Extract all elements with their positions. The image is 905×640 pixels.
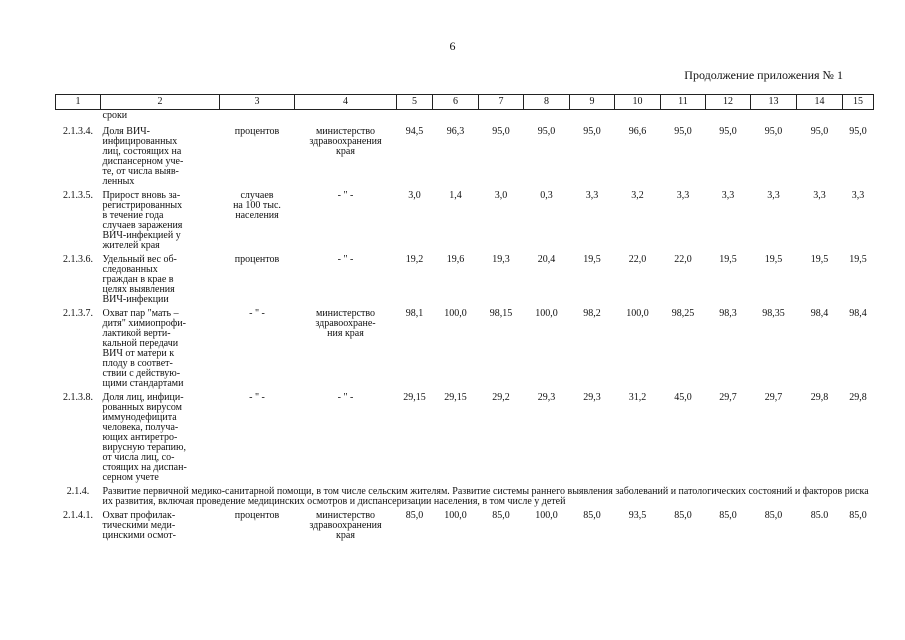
cell-line: на 100 тыс. — [233, 200, 281, 211]
value-cell: 98,15 — [489, 308, 513, 319]
indicator-code: 2.1.3.8. — [63, 392, 93, 403]
cell-line: министерство — [315, 510, 376, 521]
cell-line: иммунодефицита — [102, 412, 177, 423]
cell-line: - " - — [249, 308, 265, 319]
column-number: 7 — [479, 95, 524, 110]
unit-of-measure — [220, 309, 295, 393]
cell-line: ствии с действую- — [102, 368, 181, 379]
carryover-text: сроки — [102, 110, 128, 121]
section-code: 2.1.4. — [66, 486, 90, 497]
value-cell: 96,3 — [446, 126, 465, 137]
cell-line: лиц, состоящих на — [102, 146, 182, 157]
value-cell: 3,3 — [585, 190, 599, 201]
value-cell: 19,5 — [583, 254, 601, 265]
indicator-name — [101, 123, 220, 191]
cell-line: кальной передачи — [102, 338, 179, 349]
responsible-body — [295, 255, 397, 309]
value-cell: 100,0 — [444, 510, 467, 521]
value-cell: 19,3 — [492, 254, 510, 265]
value-cell: 29,3 — [583, 392, 601, 403]
value-cell: 94,5 — [405, 126, 424, 137]
column-number: 8 — [524, 95, 570, 110]
responsible-body — [295, 309, 397, 393]
value-cell: 3,3 — [721, 190, 735, 201]
value-cell: 22,0 — [628, 254, 647, 265]
section-row — [56, 487, 874, 511]
value-cell: 95,0 — [492, 126, 510, 137]
value-cell: 85,0 — [719, 510, 737, 521]
value-cell: 19,5 — [810, 254, 829, 265]
value-cell: 98,4 — [849, 308, 867, 319]
cell-line: диспансерном уче- — [102, 156, 184, 167]
cell-line: от числа лиц, со- — [102, 452, 175, 463]
column-number: 13 — [751, 95, 797, 110]
value-cell: 1,4 — [449, 190, 462, 201]
responsible-body — [295, 123, 397, 191]
table-row — [56, 110, 874, 124]
value-cell: 98,3 — [719, 308, 737, 319]
cell-line: - " - — [249, 392, 265, 403]
cell-line: те, от числа выяв- — [102, 166, 179, 177]
value-cell: 95,0 — [674, 126, 692, 137]
value-cell: 95,0 — [537, 126, 556, 137]
value-cell: 98,1 — [405, 308, 424, 319]
cell-line: Прирост вновь за- — [102, 190, 181, 201]
indicator-code: 2.1.3.4. — [63, 126, 93, 137]
cell-line: Охват профилак- — [102, 510, 176, 521]
column-number: 1 — [56, 95, 101, 110]
cell-line: в течение года — [102, 210, 164, 221]
table-row — [56, 123, 874, 191]
cell-line: цинскими осмот- — [102, 530, 176, 541]
cell-line: Удельный вес об- — [102, 254, 177, 265]
value-cell: 100,0 — [444, 308, 467, 319]
cell-line: Охват пар "мать – — [102, 308, 179, 319]
value-cell: 3,3 — [813, 190, 826, 201]
value-cell: 85,0 — [405, 510, 424, 521]
appendix-continuation-label: Продолжение приложения № 1 — [684, 68, 843, 82]
cell-line: Доля лиц, инфици- — [102, 392, 184, 403]
table-row — [56, 511, 874, 545]
value-cell: 98,4 — [810, 308, 829, 319]
value-cell: 0,3 — [540, 190, 553, 201]
value-cell: 29,15 — [403, 392, 426, 403]
value-cell: 100,0 — [535, 510, 558, 521]
table-row — [56, 309, 874, 393]
value-cell: 45,0 — [674, 392, 692, 403]
indicator-name — [101, 309, 220, 393]
value-cell: 29,7 — [764, 392, 783, 403]
cell-line: плоду в соответ- — [102, 358, 173, 369]
table-row — [56, 393, 874, 487]
value-cell: 95,0 — [719, 126, 737, 137]
column-number: 6 — [433, 95, 479, 110]
responsible-body — [295, 191, 397, 255]
empty-cell — [56, 110, 101, 124]
value-cell: 85.0 — [810, 510, 829, 521]
cell-line: регистрированных — [102, 200, 183, 211]
cell-line: - " - — [337, 190, 354, 201]
column-number: 2 — [101, 95, 220, 110]
column-number: 14 — [797, 95, 843, 110]
indicator-name — [101, 255, 220, 309]
cell-line: жителей края — [102, 240, 160, 251]
value-cell: 98,2 — [583, 308, 601, 319]
value-cell: 20,4 — [537, 254, 556, 265]
cell-line: вирусную терапию, — [102, 442, 186, 453]
cell-line: тическими меди- — [102, 520, 176, 531]
cell-line: инфицированных — [102, 136, 178, 147]
value-cell: 100,0 — [535, 308, 558, 319]
cell-line: края — [336, 530, 355, 541]
column-number: 11 — [661, 95, 706, 110]
value-cell: 29,3 — [537, 392, 556, 403]
cell-line: ВИЧ от матери к — [102, 348, 175, 359]
value-cell: 19,5 — [719, 254, 737, 265]
cell-line: - " - — [337, 392, 354, 403]
unit-of-measure — [220, 255, 295, 309]
indicator-name — [101, 393, 220, 487]
cell-line: процентов — [234, 510, 280, 521]
value-cell: 3,3 — [851, 190, 865, 201]
indicator-name — [101, 511, 220, 545]
value-cell: 96,6 — [628, 126, 647, 137]
unit-of-measure — [220, 123, 295, 191]
cell-line: следованных — [102, 264, 158, 275]
value-cell: 3,0 — [494, 190, 508, 201]
column-number: 15 — [843, 95, 874, 110]
responsible-body — [295, 393, 397, 487]
responsible-body — [295, 511, 397, 545]
value-cell: 85,0 — [849, 510, 867, 521]
value-cell: 19,5 — [764, 254, 783, 265]
value-cell: 95,0 — [849, 126, 867, 137]
cell-line: населения — [235, 210, 279, 221]
column-number: 3 — [220, 95, 295, 110]
value-cell: 85,0 — [674, 510, 692, 521]
value-cell: 98,25 — [671, 308, 695, 319]
table-row — [56, 255, 874, 309]
value-cell: 100,0 — [626, 308, 649, 319]
value-cell: 29,8 — [849, 392, 867, 403]
value-cell: 98,35 — [762, 308, 785, 319]
unit-of-measure — [220, 191, 295, 255]
section-title: Развитие первичной медико-санитарной помощи, в том числе сельским жителям. Развитие системы раннего выявления заболеваний и патологических состояний и факторов риска их развития, включая проведение медицинских осмотров и диспансеризации населения, в том числе у детей — [102, 486, 869, 507]
cell-line: ВИЧ-инфекции — [102, 294, 169, 305]
indicator-code: 2.1.4.1. — [63, 510, 93, 521]
value-cell: 95,0 — [810, 126, 829, 137]
indicator-code: 2.1.3.5. — [63, 190, 93, 201]
value-cell: 22,0 — [674, 254, 692, 265]
value-cell: 95,0 — [764, 126, 783, 137]
column-number: 12 — [706, 95, 751, 110]
value-cell: 95,0 — [583, 126, 601, 137]
unit-of-measure — [220, 393, 295, 487]
cell-line: стоящих на диспан- — [102, 462, 187, 473]
column-number: 9 — [570, 95, 615, 110]
cell-line: лактикой верти- — [102, 328, 171, 339]
cell-line: здравоохране- — [315, 318, 376, 329]
cell-line: процентов — [234, 254, 280, 265]
indicators-table — [55, 94, 874, 545]
cell-line: - " - — [337, 254, 354, 265]
cell-line: человека, получа- — [102, 422, 179, 433]
cell-line: рованных вирусом — [102, 402, 182, 413]
cell-line: ющих антиретро- — [102, 432, 178, 443]
column-number: 5 — [397, 95, 433, 110]
value-cell: 3,2 — [631, 190, 644, 201]
unit-of-measure — [220, 511, 295, 545]
cell-line: здравоохранения — [309, 520, 382, 531]
value-cell: 19,6 — [446, 254, 465, 265]
value-cell: 19,5 — [849, 254, 867, 265]
cell-line: целях выявления — [102, 284, 175, 295]
cell-line: края — [336, 146, 355, 157]
value-cell: 85,0 — [764, 510, 783, 521]
cell-line: ВИЧ-инфекцией у — [102, 230, 181, 241]
value-cell: 85,0 — [492, 510, 510, 521]
column-number-row — [56, 95, 874, 110]
cell-line: ния края — [327, 328, 364, 339]
cell-line: Доля ВИЧ- — [102, 126, 150, 137]
page-number: 6 — [449, 39, 456, 53]
value-cell: 19,2 — [405, 254, 424, 265]
cell-line: дитя" химиопрофи- — [102, 318, 186, 329]
cell-line: серном учете — [102, 472, 159, 483]
cell-line: министерство — [315, 126, 376, 137]
value-cell: 85,0 — [583, 510, 601, 521]
cell-line: случаев — [240, 190, 274, 201]
indicator-code: 2.1.3.6. — [63, 254, 93, 265]
value-cell: 3,3 — [767, 190, 780, 201]
value-cell: 93,5 — [628, 510, 647, 521]
cell-line: ленных — [102, 176, 135, 187]
value-cell: 29,8 — [810, 392, 829, 403]
column-number: 4 — [295, 95, 397, 110]
column-number: 10 — [615, 95, 661, 110]
indicator-name — [101, 191, 220, 255]
table-row — [56, 191, 874, 255]
cell-line: щими стандартами — [102, 378, 184, 389]
value-cell: 3,0 — [408, 190, 421, 201]
cell-line: граждан в крае в — [102, 274, 174, 285]
value-cell: 31,2 — [628, 392, 647, 403]
value-cell: 29,7 — [719, 392, 737, 403]
cell-line: министерство — [315, 308, 376, 319]
value-cell: 29,15 — [444, 392, 467, 403]
cell-line: случаев заражения — [102, 220, 183, 231]
indicator-code: 2.1.3.7. — [63, 308, 93, 319]
value-cell: 29,2 — [492, 392, 510, 403]
cell-line: здравоохранения — [309, 136, 382, 147]
cell-line: процентов — [234, 126, 280, 137]
value-cell: 3,3 — [676, 190, 690, 201]
